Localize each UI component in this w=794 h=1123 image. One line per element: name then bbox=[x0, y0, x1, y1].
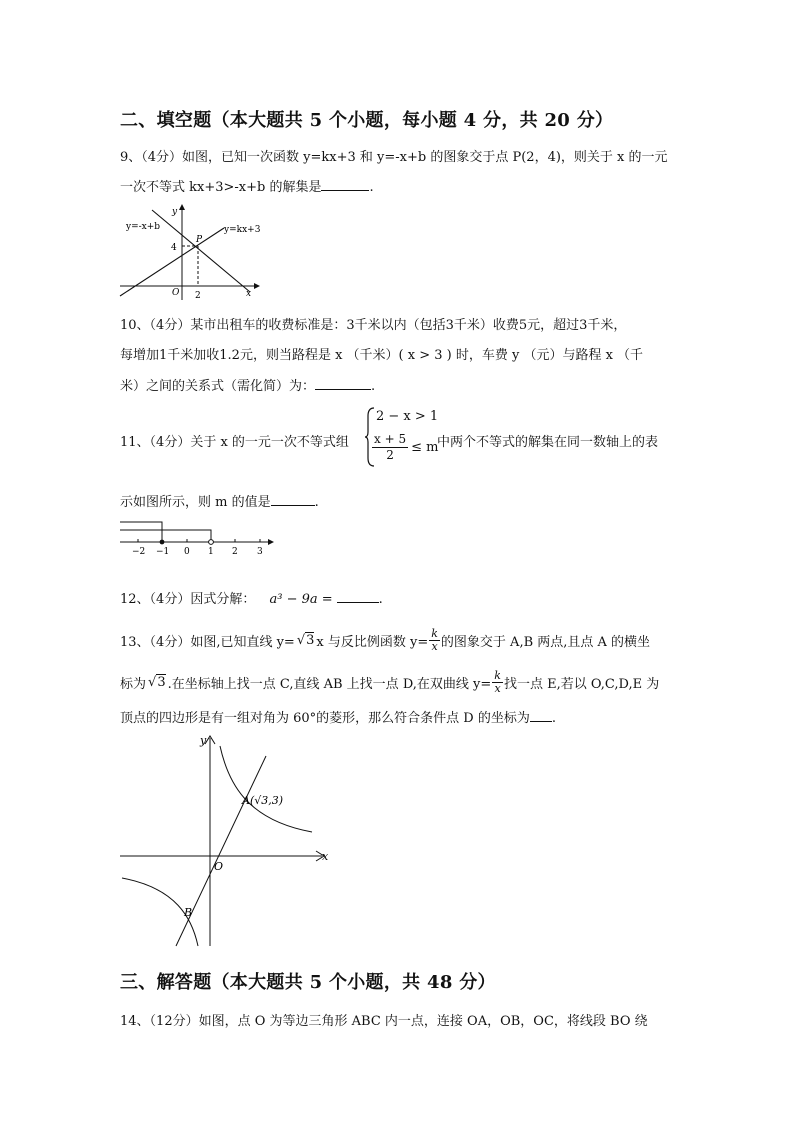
q11-blank bbox=[271, 493, 315, 506]
q11-number-line bbox=[116, 518, 280, 558]
q9-y-arrow bbox=[179, 204, 185, 210]
q11-fraction bbox=[372, 432, 408, 463]
q9-blank bbox=[321, 178, 369, 191]
q13-line1a: 13、（4分）如图,已知直线 y= bbox=[120, 635, 295, 650]
q9-line2: 一次不等式 kx+3>-x+b 的解集是 . bbox=[120, 180, 374, 195]
section3-title: 三、解答题（本大题共 5 个小题，共 48 分） bbox=[120, 972, 496, 993]
q11-ray-2 bbox=[120, 530, 211, 542]
q13-figure bbox=[116, 732, 336, 950]
q9-x-arrow bbox=[254, 283, 260, 289]
q9-y-label: y bbox=[172, 207, 178, 217]
q13-line3: 顶点的四边形是有一组对角为 60°的菱形，那么符合条件点 D 的坐标为 . bbox=[120, 711, 557, 726]
q9-line2-text: 一次不等式 kx+3>-x+b 的解集是 bbox=[120, 180, 322, 195]
q12-expr: a³ − 9a = bbox=[269, 592, 333, 607]
q11-tick-label: −1 bbox=[156, 547, 170, 557]
q13-line2b: .在坐标轴上找一点 C,直线 AB 上找一点 D,在双曲线 y= bbox=[167, 677, 492, 692]
q11-ineq2 bbox=[372, 432, 438, 463]
q13-blank bbox=[530, 709, 552, 722]
q13-line3-text: 顶点的四边形是有一组对角为 60°的菱形，那么符合条件点 D 的坐标为 bbox=[120, 711, 530, 726]
q13-sqrt3-b: √3 bbox=[148, 675, 166, 690]
q11-line2-text: 示如图所示，则 m 的值是 bbox=[120, 495, 271, 510]
q10-line3: 米）之间的关系式（需化简）为： . bbox=[120, 379, 376, 394]
q9-x-label: x bbox=[246, 289, 252, 299]
q13-A-label: A(√3,3) bbox=[242, 794, 284, 807]
q13-B-label: B bbox=[184, 906, 193, 919]
q11-tick-label: 3 bbox=[257, 547, 263, 557]
q9-label-pos: y=kx+3 bbox=[224, 225, 261, 235]
q10-line3-text: 米）之间的关系式（需化简）为： bbox=[120, 379, 316, 394]
q13-y-label: y bbox=[200, 734, 207, 747]
q9-line-neg bbox=[152, 210, 250, 292]
q13-line2c: 找一点 E,若以 O,C,D,E 为 bbox=[503, 677, 660, 692]
q11-solid-point bbox=[160, 540, 165, 545]
q10-line1: 10、（4分）某市出租车的收费标准是：3千米以内（包括3千米）收费5元，超过3千米， bbox=[120, 318, 627, 333]
q13-x-label: x bbox=[322, 850, 329, 863]
q9-label-neg: y=-x+b bbox=[126, 222, 161, 232]
q13-hyperbola-right bbox=[220, 746, 312, 832]
q9-line1: 9、（4分）如图，已知一次函数 y=kx+3 和 y=-x+b 的图象交于点 P(2，4)，则关于 x 的一元 bbox=[120, 150, 668, 165]
q11-open-point bbox=[209, 540, 214, 545]
q13-line1 bbox=[120, 628, 650, 653]
q11-tick-label: 1 bbox=[208, 547, 214, 557]
q11-suffix: 中两个不等式的解集在同一数轴上的表 bbox=[437, 435, 659, 450]
q10-blank bbox=[315, 377, 371, 390]
q11-prefix: 11、（4分）关于 x 的一元一次不等式组 bbox=[120, 435, 349, 450]
q12-line: 12、（4分）因式分解： a³ − 9a = . bbox=[120, 592, 383, 607]
q11-leq: ≤ m bbox=[411, 440, 439, 455]
q13-line2a: 标为 bbox=[120, 677, 147, 692]
q13-line1b: x 与反比例函数 y= bbox=[316, 635, 429, 650]
q11-tick-label: 2 bbox=[232, 547, 238, 557]
q13-line1c: 的图象交于 A,B 两点,且点 A 的横坐 bbox=[440, 635, 651, 650]
q10-line2: 每增加1千米加收1.2元，则当路程是 x （千米）( x > 3 ) 时，车费 y （元）与路程 x （千 bbox=[120, 348, 644, 363]
q9-tick-x: 2 bbox=[195, 291, 201, 301]
q9-P-label: P bbox=[196, 235, 203, 245]
section2-title: 二、填空题（本大题共 5 个小题，每小题 4 分，共 20 分） bbox=[120, 110, 614, 131]
q11-num: x + 5 bbox=[374, 432, 407, 446]
q11-axis-arrow bbox=[268, 539, 274, 545]
q11-tick-label: 0 bbox=[184, 547, 190, 557]
q9-figure bbox=[112, 202, 272, 304]
q12-blank bbox=[337, 590, 379, 603]
q13-sqrt3: √3 bbox=[296, 633, 315, 648]
q13-O-label: O bbox=[214, 860, 224, 873]
q12-text: 12、（4分）因式分解： bbox=[120, 592, 256, 607]
q11-tick-label: −2 bbox=[132, 547, 146, 557]
q11-ray-1 bbox=[120, 522, 162, 542]
q9-tick-y: 4 bbox=[171, 243, 177, 253]
q13-fraction-k-x: $\frac{k}{x}$ bbox=[431, 627, 438, 653]
q14-line1: 14、（12分）如图，点 O 为等边三角形 ABC 内一点，连接 OA，OB，OC，将线段 BO 绕 bbox=[120, 1014, 648, 1029]
q11-line2: 示如图所示，则 m 的值是 . bbox=[120, 495, 319, 510]
q13-fraction-k-x-b: $\frac{k}{x}$ bbox=[494, 669, 501, 695]
q11-den: 2 bbox=[386, 448, 394, 462]
q13-line2 bbox=[120, 670, 659, 695]
q9-O-label: O bbox=[172, 288, 180, 298]
q11-ineq1: 2 − x > 1 bbox=[376, 409, 439, 424]
